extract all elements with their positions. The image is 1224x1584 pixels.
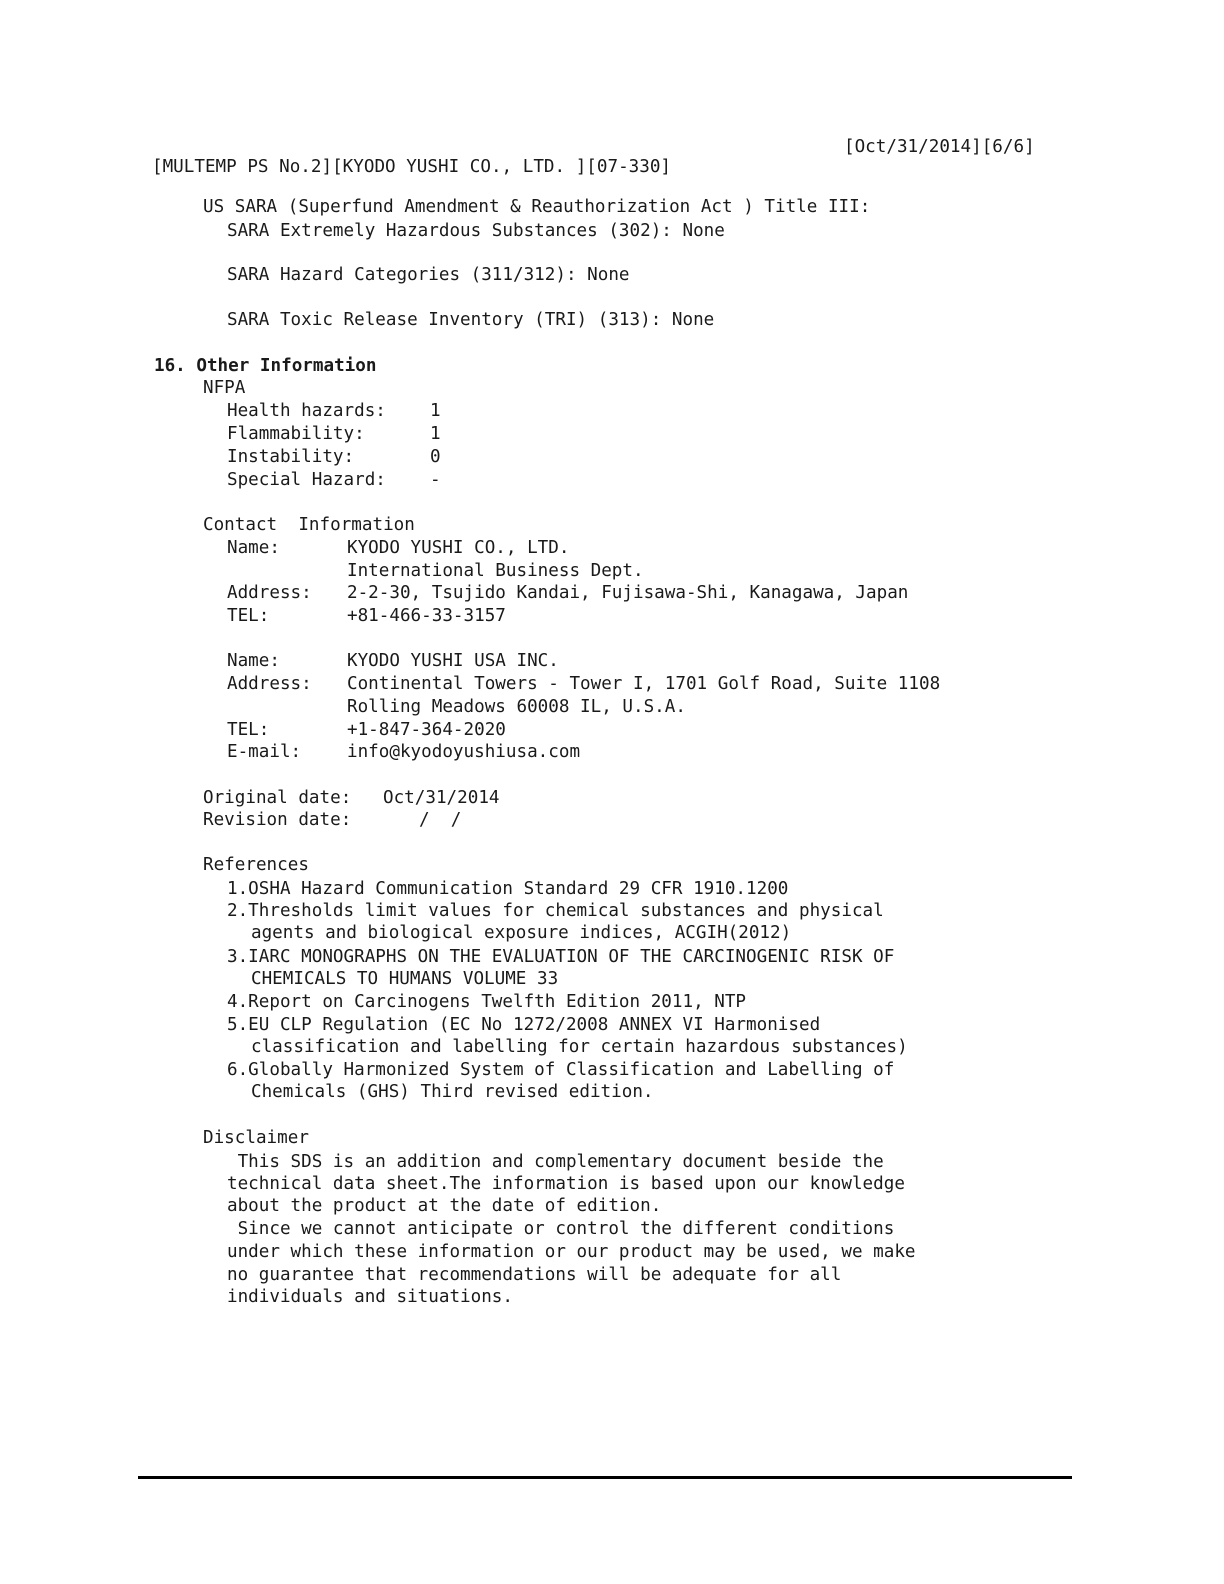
reference-line: 6.Globally Harmonized System of Classification and Labelling of <box>227 1060 895 1080</box>
footer-rule <box>138 1476 1072 1479</box>
header-doc-id: [MULTEMP PS No.2][KYODO YUSHI CO., LTD. ][07-330] <box>152 157 672 177</box>
contact-us-name-label: Name: <box>227 651 280 671</box>
reference-line: 3.IARC MONOGRAPHS ON THE EVALUATION OF THE CARCINOGENIC RISK OF <box>227 947 895 967</box>
disclaimer-line: This SDS is an addition and complementary document beside the <box>227 1152 884 1172</box>
references-title: References <box>203 855 309 875</box>
disclaimer-line: individuals and situations. <box>227 1287 513 1307</box>
sara-tri: SARA Toxic Release Inventory (TRI) (313): None <box>227 310 715 330</box>
disclaimer-line: no guarantee that recommendations will be adequate for all <box>227 1265 842 1285</box>
contact-jp-name-label: Name: <box>227 538 280 558</box>
disclaimer-line: technical data sheet.The information is based upon our knowledge <box>227 1174 905 1194</box>
contact-us-address-label: Address: <box>227 674 312 694</box>
reference-line: 5.EU CLP Regulation (EC No 1272/2008 ANNEX VI Harmonised <box>227 1015 821 1035</box>
contact-jp-address-label: Address: <box>227 583 312 603</box>
reference-line: 2.Thresholds limit values for chemical substances and physical <box>227 901 884 921</box>
reference-line: Chemicals (GHS) Third revised edition. <box>251 1082 654 1102</box>
disclaimer-line: under which these information or our product may be used, we make <box>227 1242 916 1262</box>
reference-line: 4.Report on Carcinogens Twelfth Edition 2011, NTP <box>227 992 747 1012</box>
revision-date-value: / / <box>419 810 462 830</box>
nfpa-flammability-label: Flammability: <box>227 424 365 444</box>
contact-jp-name: KYODO YUSHI CO., LTD. <box>347 538 570 558</box>
original-date-label: Original date: <box>203 788 352 808</box>
contact-us-email: info@kyodoyushiusa.com <box>347 742 581 762</box>
reference-line: CHEMICALS TO HUMANS VOLUME 33 <box>251 969 559 989</box>
original-date-value: Oct/31/2014 <box>383 788 500 808</box>
revision-date-label: Revision date: <box>203 810 352 830</box>
header-date-page: [Oct/31/2014][6/6] <box>844 137 1035 157</box>
sara-hazard-categories: SARA Hazard Categories (311/312): None <box>227 265 630 285</box>
nfpa-special-value: - <box>430 470 441 490</box>
reference-line: classification and labelling for certain hazardous substances) <box>251 1037 908 1057</box>
nfpa-instability-label: Instability: <box>227 447 355 467</box>
contact-jp-tel-label: TEL: <box>227 606 270 626</box>
nfpa-health-label: Health hazards: <box>227 401 386 421</box>
nfpa-health-value: 1 <box>430 401 441 421</box>
reference-line: 1.OSHA Hazard Communication Standard 29 CFR 1910.1200 <box>227 879 789 899</box>
contact-jp-address: 2-2-30, Tsujido Kandai, Fujisawa-Shi, Kanagawa, Japan <box>347 583 909 603</box>
disclaimer-line: Since we cannot anticipate or control the different conditions <box>227 1219 895 1239</box>
nfpa-flammability-value: 1 <box>430 424 441 444</box>
contact-us-tel-label: TEL: <box>227 720 270 740</box>
contact-title: Contact Information <box>203 515 415 535</box>
contact-us-email-label: E-mail: <box>227 742 302 762</box>
contact-jp-tel: +81-466-33-3157 <box>347 606 506 626</box>
contact-jp-dept: International Business Dept. <box>347 561 644 581</box>
disclaimer-title: Disclaimer <box>203 1128 309 1148</box>
nfpa-instability-value: 0 <box>430 447 441 467</box>
contact-us-name: KYODO YUSHI USA INC. <box>347 651 559 671</box>
sara-title: US SARA (Superfund Amendment & Reauthorization Act ) Title III: <box>203 197 871 217</box>
nfpa-special-label: Special Hazard: <box>227 470 386 490</box>
reference-line: agents and biological exposure indices, ACGIH(2012) <box>251 923 792 943</box>
disclaimer-line: about the product at the date of edition. <box>227 1196 662 1216</box>
nfpa-title: NFPA <box>203 378 246 398</box>
section-16-heading: 16. Other Information <box>154 356 377 376</box>
contact-us-address-line2: Rolling Meadows 60008 IL, U.S.A. <box>347 697 686 717</box>
sara-ehs: SARA Extremely Hazardous Substances (302): None <box>227 221 725 241</box>
contact-us-tel: +1-847-364-2020 <box>347 720 506 740</box>
contact-us-address-line1: Continental Towers - Tower I, 1701 Golf Road, Suite 1108 <box>347 674 941 694</box>
